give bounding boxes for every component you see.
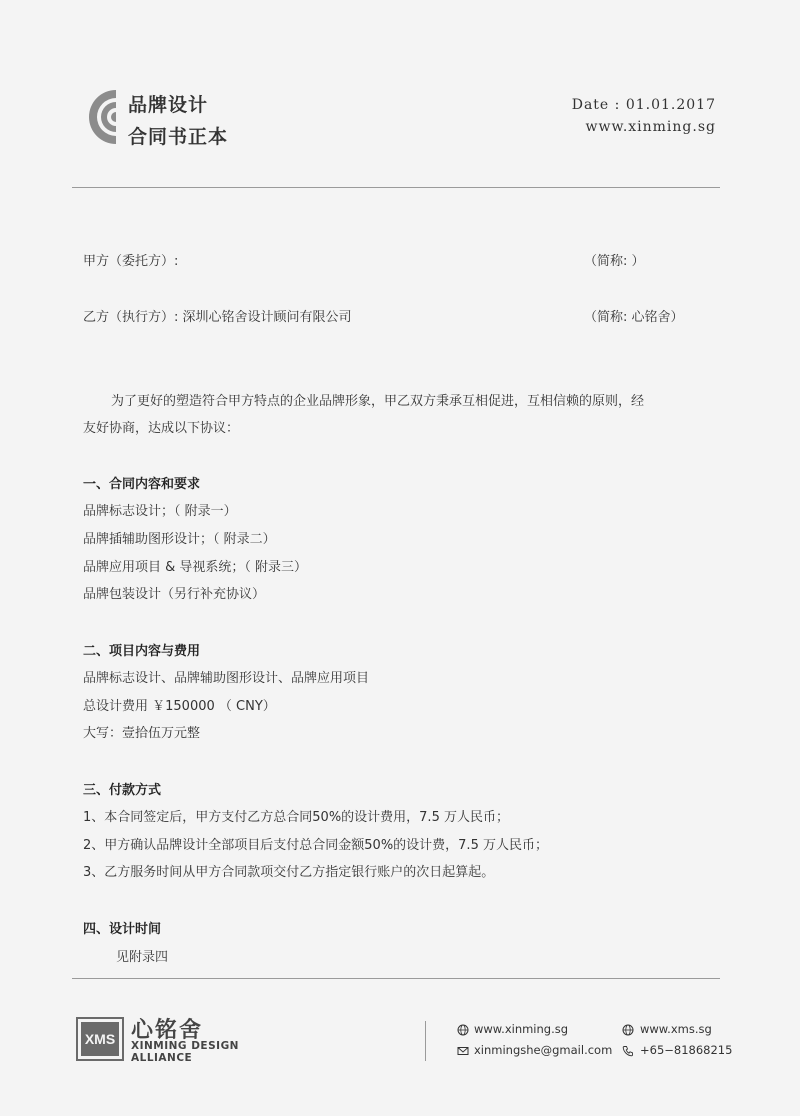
header-divider [72,187,720,188]
globe-icon [457,1024,469,1036]
section-1-item: 品牌标志设计；（ 附录一） [83,504,237,519]
brand-mark-text: XMS [84,1031,116,1047]
footer-email[interactable]: xinmingshe@gmail.com [474,1043,613,1057]
footer-website-2[interactable]: www.xms.sg [640,1022,712,1036]
section-2-item: 总设计费用 ￥150000 （ CNY） [83,699,276,714]
party-b-label: 乙方（执行方）: 深圳心铭舍设计顾问有限公司 [83,310,352,325]
party-a-short-name: （简称: ） [584,254,645,269]
footer-divider [72,978,720,979]
footer-phone[interactable]: +65−81868215 [640,1043,733,1057]
document-title-line2: 合同书正本 [128,126,229,148]
section-1-item: 品牌应用项目 & 导视系统；（ 附录三） [83,560,308,575]
section-3-heading: 三、付款方式 [83,783,162,798]
brand-mark-icon [76,1017,124,1061]
footer-separator [425,1021,426,1061]
company-website: www.xinming.sg [585,119,716,135]
section-3-item: 1、本合同签定后，甲方支付乙方总合同50%的设计费用，7.5 万人民币； [83,810,509,825]
footer-website-1[interactable]: www.xinming.sg [474,1022,569,1036]
section-4-item: 见附录四 [116,950,169,965]
section-2-item: 品牌标志设计、品牌辅助图形设计、品牌应用项目 [83,671,370,686]
section-1-item: 品牌包装设计（另行补充协议） [83,587,266,602]
document-title-line1: 品牌设计 [128,94,209,116]
mail-icon [457,1045,469,1057]
phone-icon [622,1045,634,1057]
brand-english-line2: ALLIANCE [131,1052,193,1064]
section-4-heading: 四、设计时间 [83,922,162,937]
brand-english-line1: XINMING DESIGN [131,1040,239,1052]
section-1-item: 品牌插辅助图形设计；（ 附录二） [83,532,276,547]
brand-chinese-name: 心铭舍 [131,1018,204,1043]
party-b-short-name: （简称: 心铭舍） [584,310,684,325]
document-date: Date : 01.01.2017 [571,97,716,113]
section-3-item: 3、乙方服务时间从甲方合同款项交付乙方指定银行账户的次日起算起。 [83,865,495,880]
intro-line-2: 友好协商，达成以下协议： [83,421,240,436]
party-a-label: 甲方（委托方）: [83,254,179,269]
section-2-heading: 二、项目内容与费用 [83,644,201,659]
section-2-item: 大写：壹拾伍万元整 [83,726,201,741]
intro-line-1: 为了更好的塑造符合甲方特点的企业品牌形象，甲乙双方秉承互相促进，互相信赖的原则，经 [111,394,645,409]
globe-icon [622,1024,634,1036]
company-logo-icon [76,88,116,146]
section-3-item: 2、甲方确认品牌设计全部项目后支付总合同金额50%的设计费，7.5 万人民币； [83,838,548,853]
section-1-heading: 一、合同内容和要求 [83,477,201,492]
